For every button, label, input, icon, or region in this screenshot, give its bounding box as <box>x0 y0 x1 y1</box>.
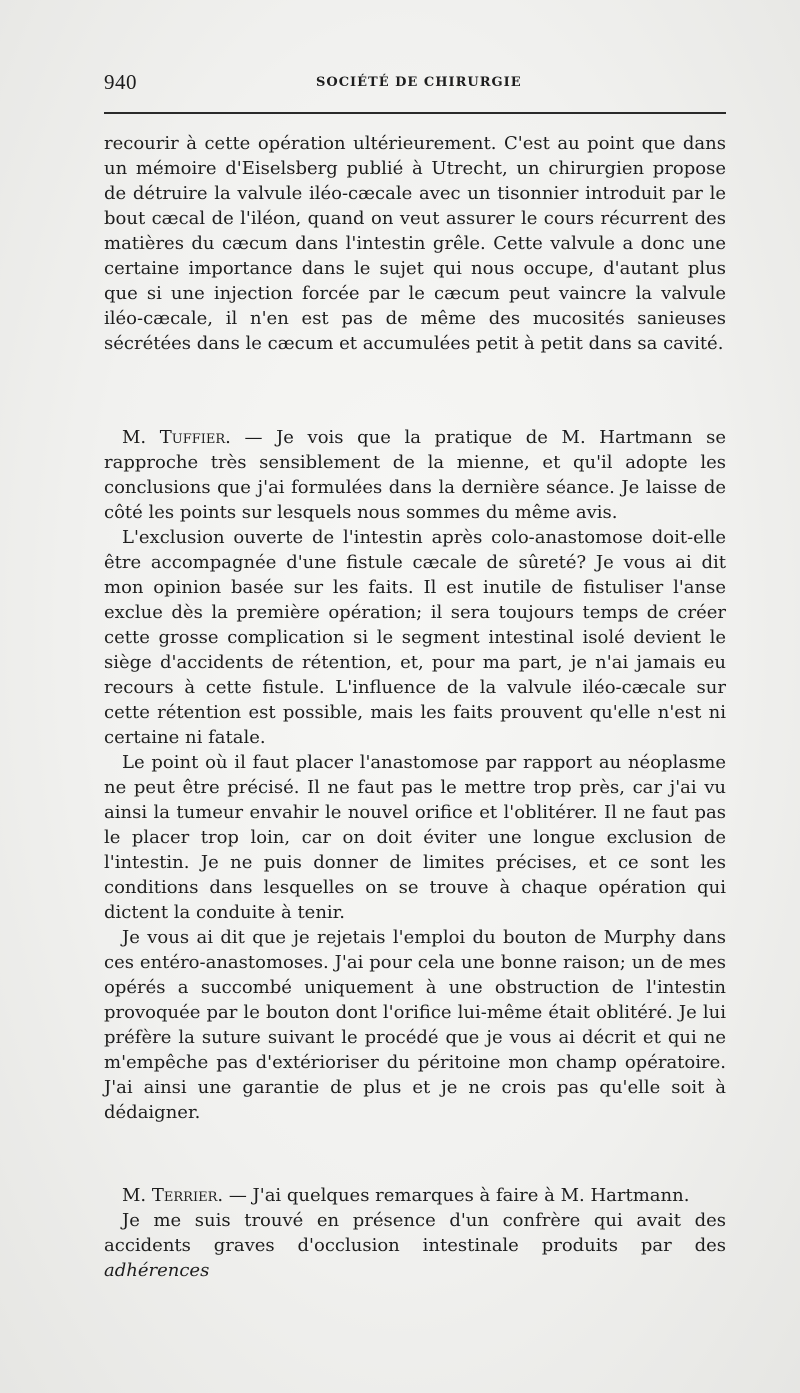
text-block-terrier <box>104 1183 726 1283</box>
paragraph-speaker-terrier <box>104 1183 726 1208</box>
paragraph: Je vous ai dit que je rejetais l'emploi du bouton de Murphy dans ces entéro-anastomoses. J'ai pour cela une bonne raison; un de mes opérés a succombé uniquement à une obstruction de l'intestin provoquée par le bouton dont l'orifice lui-même était oblitéré. Je lui préfère la suture suivant le procédé que je vous ai décrit et qui ne m'empêche pas d'extérioriser du péritoine mon champ opératoire. J'ai ainsi une garantie de plus et je ne crois pas qu'elle soit à dédaigner. <box>104 927 726 1123</box>
paragraph: L'exclusion ouverte de l'intestin après colo-anastomose doit-elle être accompagnée d'une fistule cæcale de sûreté? Je vous ai dit mon opinion basée sur les faits. Il est inutile de fistuliser l'anse exclue dès la première opération; il sera toujours temps de créer cette grosse complication si le segment intestinal isolé devient le siège d'accidents de rétention, et, pour ma part, je n'ai jamais eu recours à cette fistule. L'influence de la valvule iléo-cæcale sur cette rétention est possible, mais les faits prouvent qu'elle n'est ni certaine ni fatale. <box>104 527 726 748</box>
running-title: SOCIÉTÉ DE CHIRURGIE <box>316 75 522 90</box>
page-header <box>104 70 726 96</box>
speaker-prefix: M. <box>122 427 160 448</box>
paragraph: recourir à cette opération ultérieurement. C'est au point que dans un mémoire d'Eiselsberg publié à Utrecht, un chirurgien propose de détruire la valvule iléo-cæcale avec un tisonnier introduit par le bout cæcal de l'iléon, quand on veut assurer le cours récurrent des matières du cæcum dans l'intestin grêle. Cette valvule a donc une certaine importance dans le sujet qui nous occupe, d'autant plus que si une injection forcée par le cæcum peut vaincre la valvule iléo-cæcale, il n'en est pas de même des mucosités sanieuses sécrétées dans le cæcum et accumulées petit à petit dans sa cavité. <box>104 133 726 354</box>
page-number: 940 <box>104 70 137 94</box>
paragraph: Le point où il faut placer l'anastomose par rapport au néoplasme ne peut être précisé. Il ne faut pas le mettre trop près, car j'ai vu ainsi la tumeur envahir le nouvel orifice et l'oblitérer. Il ne faut pas le placer trop loin, car on doit éviter une longue exclusion de l'intestin. Je ne puis donner de limites précises, et ce sont les conditions dans lesquelles on se trouve à chaque opération qui dictent la conduite à tenir. <box>104 752 726 923</box>
paragraph-text: — Je vois que la pratique de M. Hartmann se rapproche très sensiblement de la mienne, et qu'il adopte les conclusions que j'ai formulées dans la dernière séance. Je laisse de côté les points sur lesquels nous sommes du même avis. <box>104 427 726 523</box>
paragraph-speaker-tuffier <box>104 425 726 525</box>
paragraph-text: Je me suis trouvé en présence d'un confrère qui avait des accidents graves d'occlusion intestinale produits par des <box>104 1210 726 1256</box>
speaker-name: Terrier. <box>151 1185 224 1206</box>
text-block-continuation <box>104 131 726 356</box>
paragraph-text: — J'ai quelques remarques à faire à M. Hartmann. <box>223 1185 690 1206</box>
header-rule <box>104 112 726 114</box>
italic-word: adhérences <box>104 1260 210 1281</box>
speaker-prefix: M. <box>122 1185 152 1206</box>
text-block-tuffier <box>104 425 726 1125</box>
paragraph <box>104 1208 726 1283</box>
speaker-name: Tuffier. <box>159 427 231 448</box>
